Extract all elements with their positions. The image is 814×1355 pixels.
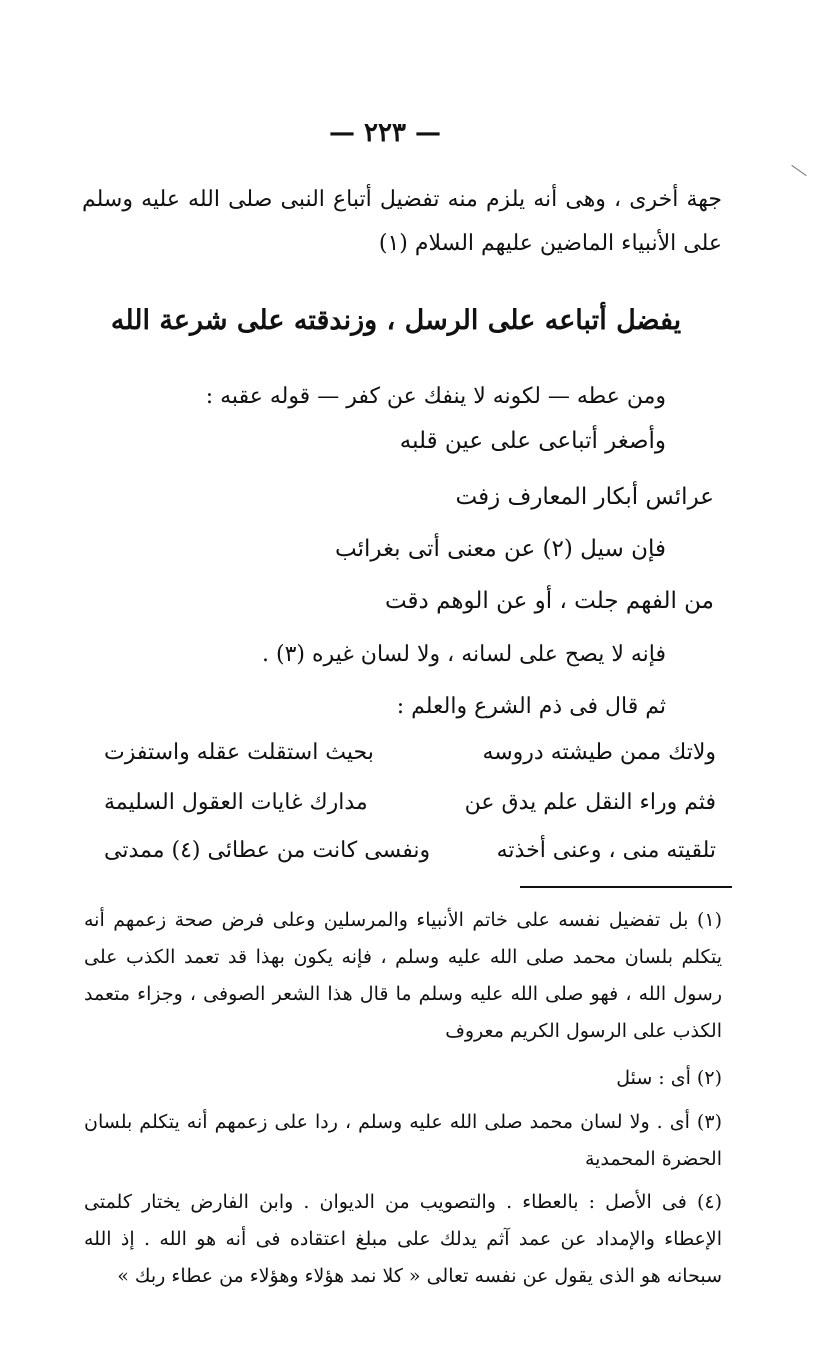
verse-1-first-hemistich: وأصغر أتباعى على عين قلبه <box>399 428 666 454</box>
intro-paragraph: جهة أخرى ، وهى أنه يلزم منه تفضيل أتباع النبى صلى الله عليه وسلم على الأنبياء الماضين عليهم السلام (١) <box>82 187 722 256</box>
verse-pair-3-first: تلقيته منى ، وعنى أخذته <box>496 838 716 863</box>
footnote-1: (١) بل تفضيل نفسه على خاتم الأنبياء والمرسلين وعلى فرض صحة زعمهم أنه يتكلم بلسان محمد صلى الله عليه وسلم ، فإنه يكون بهذا قد تعمد الكذب على رسول الله ، فهو صلى الله عليه وسلم ما قال هذا الشعر الصوفى ، وجزاء متعمد الكذب على الرسول الكريم معروف <box>84 909 722 1042</box>
footnote-4: (٤) فى الأصل : بالعطاء . والتصويب من الديوان . وابن الفارض يختار كلمتى الإعطاء والإمداد عن عمد آثم يدلك على مبلغ اعتقاده فى أنه هو الله . إذ الله سبحانه هو الذى يقول عن نفسه تعالى « كلا نمد هؤلاء وهؤلاء من عطاء ربك » <box>84 1191 722 1287</box>
verse-pair-2-second: مدارك غايات العقول السليمة <box>104 790 368 815</box>
page-number: — ٢٢٣ — <box>328 118 442 148</box>
section-heading: يفضل أتباعه على الرسل ، وزندقته على شرعة الله <box>110 305 682 336</box>
verse-pair-3 <box>104 838 716 882</box>
verse-2-second-hemistich: من الفهم جلت ، أو عن الوهم دقت <box>384 588 714 614</box>
comment-line: فإنه لا يصح على لسانه ، ولا لسان غيره (٣) . <box>262 642 666 667</box>
transition-line: ثم قال فى ذم الشرع والعلم : <box>396 694 666 719</box>
footnote-2: (٢) أى : سئل <box>616 1067 722 1089</box>
verse-pair-1 <box>104 740 716 784</box>
verse-1-second-hemistich: عرائس أبكار المعارف زفت <box>455 484 714 510</box>
verse-pair-1-first: ولاتك ممن طيشته دروسه <box>482 740 716 765</box>
footnote-divider <box>520 886 732 888</box>
verse-pair-2 <box>104 790 716 834</box>
scan-mark <box>791 165 806 176</box>
verse-pair-2-first: فثم وراء النقل علم يدق عن <box>464 790 716 815</box>
lead-line: ومن عطه — لكونه لا ينفك عن كفر — قوله عقبه : <box>205 384 666 409</box>
verse-pair-1-second: بحيث استقلت عقله واستفزت <box>104 740 374 765</box>
verse-2-first-hemistich: فإن سيل (٢) عن معنى أتى بغرائب <box>335 536 666 562</box>
verse-pair-3-second: ونفسى كانت من عطائى (٤) ممدتى <box>104 838 431 863</box>
footnote-3: (٣) أى . ولا لسان محمد صلى الله عليه وسلم ، ردا على زعمهم أنه يتكلم بلسان الحضرة المحمدية <box>84 1111 722 1170</box>
